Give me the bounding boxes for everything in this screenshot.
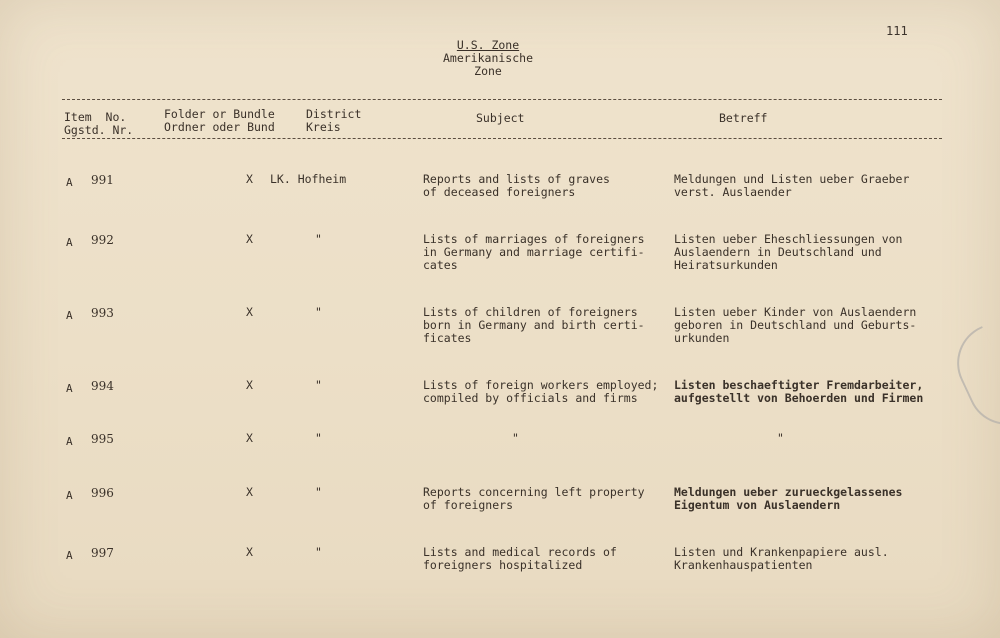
subject-line: "	[512, 431, 519, 445]
district: LK. Hofheim	[270, 172, 347, 186]
subject-line: Lists of children of foreigners	[423, 305, 638, 319]
betreff-line: aufgestellt von Behoerden und Firmen	[674, 391, 924, 405]
subject-line: ficates	[423, 331, 472, 345]
header-betreff: Betreff	[719, 111, 768, 125]
item-number: 991	[91, 173, 114, 187]
header-folder-en: Folder or Bundle	[164, 107, 275, 121]
subject-line: Lists of foreign workers employed;	[423, 378, 659, 392]
bundle-mark: X	[246, 172, 253, 186]
betreff-line: "	[777, 431, 784, 445]
subject-line: compiled by officials and firms	[423, 391, 638, 405]
district: "	[315, 305, 322, 319]
item-number: 996	[91, 486, 114, 500]
item-letter: A	[66, 382, 73, 395]
item-letter: A	[66, 549, 73, 562]
district: "	[315, 431, 322, 445]
bundle-mark: X	[246, 431, 253, 445]
header-item	[64, 111, 133, 137]
betreff-line: Listen ueber Kinder von Auslaendern	[674, 305, 917, 319]
bundle-mark: X	[246, 378, 253, 392]
subject-line: Reports concerning left property	[423, 485, 645, 499]
item-letter: A	[66, 435, 73, 448]
header-subject: Subject	[476, 111, 525, 125]
betreff-line: geboren in Deutschland und Geburts-	[674, 318, 917, 332]
subject-line: born in Germany and birth certi-	[423, 318, 645, 332]
betreff-line: Listen ueber Eheschliessungen von	[674, 232, 903, 246]
zone-title-en: U.S. Zone	[456, 38, 520, 52]
header-district-en: District	[306, 107, 362, 121]
zone-title-de: Amerikanische Zone	[442, 51, 533, 78]
item-number: 993	[91, 306, 114, 320]
district: "	[315, 232, 322, 246]
item-number: 995	[91, 432, 114, 446]
subject-line: Reports and lists of graves	[423, 172, 610, 186]
item-letter: A	[66, 309, 73, 322]
item-letter: A	[66, 489, 73, 502]
subject-line: Lists and medical records of	[423, 545, 617, 559]
betreff-line: Eigentum von Auslaendern	[674, 498, 841, 512]
subject-line: in Germany and marriage certifi-	[423, 245, 645, 259]
bundle-mark: X	[246, 485, 253, 499]
header-district	[306, 108, 361, 134]
page-number: 111	[886, 24, 908, 38]
betreff-line: Auslaendern in Deutschland und	[674, 245, 882, 259]
betreff-line: Krankenhauspatienten	[674, 558, 813, 572]
item-letter: A	[66, 176, 73, 189]
header-district-de: Kreis	[306, 120, 341, 134]
betreff-line: Meldungen und Listen ueber Graeber	[674, 172, 910, 186]
district: "	[315, 545, 322, 559]
subject-line: of deceased foreigners	[423, 185, 576, 199]
subject-line: of foreigners	[423, 498, 514, 512]
item-number: 992	[91, 233, 114, 247]
subject-line: Lists of marriages of foreigners	[423, 232, 645, 246]
header-folder-de: Ordner oder Bund	[164, 120, 275, 134]
betreff-line: Heiratsurkunden	[674, 258, 778, 272]
paper-clip	[944, 326, 1000, 438]
header-rule-top	[62, 99, 942, 100]
header-item-de: Ggstd. Nr.	[64, 123, 134, 137]
zone-title	[426, 39, 550, 78]
bundle-mark: X	[246, 305, 253, 319]
district: "	[315, 485, 322, 499]
district: "	[315, 378, 322, 392]
betreff-line: Listen und Krankenpapiere ausl.	[674, 545, 889, 559]
subject-line: foreigners hospitalized	[423, 558, 583, 572]
betreff-line: Meldungen ueber zurueckgelassenes	[674, 485, 903, 499]
subject-line: cates	[423, 258, 458, 272]
betreff-line: Listen beschaeftigter Fremdarbeiter,	[674, 378, 924, 392]
item-number: 997	[91, 546, 114, 560]
header-rule-bottom	[62, 138, 942, 139]
item-number: 994	[91, 379, 114, 393]
header-folder	[164, 108, 275, 134]
bundle-mark: X	[246, 545, 253, 559]
header-item-en: Item No.	[64, 110, 127, 124]
betreff-line: verst. Auslaender	[674, 185, 792, 199]
item-letter: A	[66, 236, 73, 249]
betreff-line: urkunden	[674, 331, 730, 345]
bundle-mark: X	[246, 232, 253, 246]
